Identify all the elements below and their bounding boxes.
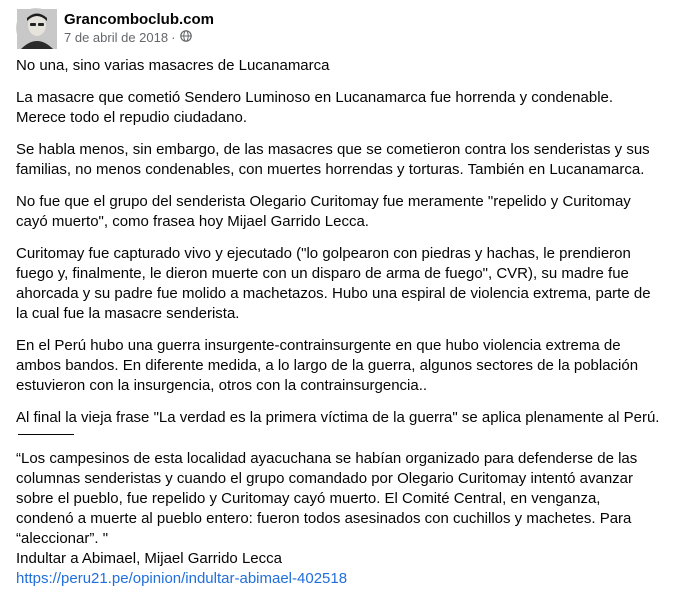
post-paragraph: No fue que el grupo del senderista Olegario Curitomay fue meramente "repelido y Curitomay cayó muerto", como frasea hoy Mijael Garrido Lecca.	[16, 193, 631, 230]
article-link[interactable]: https://peru21.pe/opinion/indultar-abimael-402518	[16, 570, 348, 587]
post-body	[16, 56, 662, 589]
post-meta	[64, 29, 214, 46]
profile-avatar[interactable]	[16, 8, 56, 48]
post-header-text	[64, 10, 214, 46]
globe-icon[interactable]	[180, 29, 192, 46]
post-paragraph: No una, sino varias masacres de Lucanamarca	[16, 57, 330, 74]
post-paragraph: Se habla menos, sin embargo, de las masacres que se cometieron contra los senderistas y sus familias, no menos condenables, con muertes horrendas y torturas. También en Lucanamarca.	[16, 141, 650, 178]
post-author[interactable]: Grancomboclub.com	[64, 11, 215, 28]
post-paragraph: Al final la vieja frase "La verdad es la primera víctima de la guerra" se aplica plenamente al Perú.	[16, 409, 660, 426]
meta-separator: ·	[171, 30, 176, 45]
quote-paragraph: “Los campesinos de esta localidad ayacuchana se habían organizado para defenderse de las columnas senderistas y cuando el grupo comandado por Olegario Curitomay intentó avanzar sobre el pueblo, fue repelido y Curitomay cayó muerto. El Comité Central, en venganza, condenó a muerte al pueblo entero: fueron todos asesinados con cuchillos y machetes. Para “aleccionar”. "	[16, 450, 638, 547]
post-paragraph: Curitomay fue capturado vivo y ejecutado ("lo golpearon con piedras y hachas, le prendieron fuego y, finalmente, le dieron muerte con un disparo de arma de fuego", CVR), su madre fue ahorcada y su padre fue molido a machetazos. Hubo una espiral de violencia extrema, parte de la cual fue la masacre senderista.	[16, 245, 651, 322]
post-paragraph: En el Perú hubo una guerra insurgente-contrainsurgente en que hubo violencia extrema de ambos bandos. En diferente medida, a lo largo de la guerra, algunos sectores de la población estuvieron con la insurgencia, otros con la contrainsurgencia..	[16, 337, 639, 394]
section-divider	[18, 434, 74, 435]
post-header	[16, 6, 214, 50]
quote-source: Indultar a Abimael, Mijael Garrido Lecca	[16, 550, 282, 567]
avatar-portrait-icon	[17, 9, 57, 49]
post-paragraph: La masacre que cometió Sendero Luminoso en Lucanamarca fue horrenda y condenable. Merece todo el repudio ciudadano.	[16, 89, 614, 126]
post-date[interactable]: 7 de abril de 2018	[64, 30, 169, 45]
